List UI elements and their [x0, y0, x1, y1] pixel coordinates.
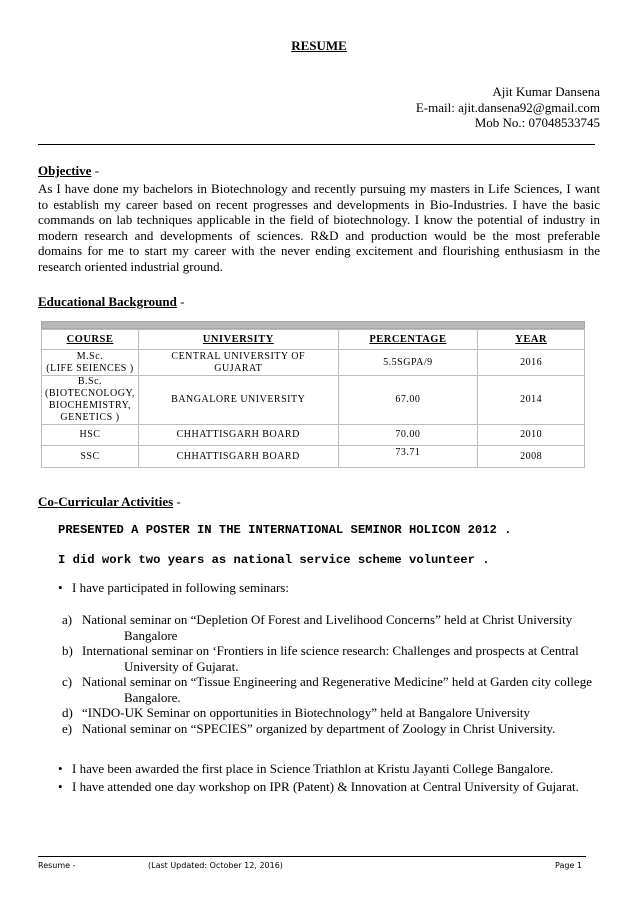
education-heading-dash: -: [176, 294, 185, 309]
table-top-bar: [41, 321, 585, 329]
objective-heading-text: Objective: [38, 163, 92, 178]
activities-heading-text: Co-Curricular Activities: [38, 494, 174, 509]
footer-last-updated: (Last Updated: October 12, 2016): [148, 861, 283, 870]
table-header-row: [42, 330, 585, 350]
percentage-cell: 73.71: [338, 446, 478, 468]
seminar-item: [62, 612, 600, 643]
year-cell: 2010: [478, 425, 585, 446]
course-cell: [42, 350, 139, 376]
activities-heading: [38, 494, 181, 510]
seminar-item: [62, 643, 600, 674]
university-cell: BANGALORE UNIVERSITY: [138, 376, 338, 425]
seminar-item: [62, 674, 600, 705]
university-line: GUJARAT: [214, 362, 263, 374]
year-cell: 2016: [478, 350, 585, 376]
list-item: • I have been awarded the first place in Science Triathlon at Kristu Jayanti College Bangalore.: [58, 760, 579, 778]
university-cell: CHHATTISGARH BOARD: [138, 446, 338, 468]
university-cell: CHHATTISGARH BOARD: [138, 425, 338, 446]
seminar-text: National seminar on “SPECIES” organized by department of Zoology in Christ University.: [82, 720, 556, 736]
table-row: [42, 446, 585, 468]
page-title: RESUME: [291, 38, 347, 53]
table-row: [42, 350, 585, 376]
footer-page-number: Page 1: [555, 861, 582, 870]
seminar-text: “INDO-UK Seminar on opportunities in Biotechnology” held at Bangalore University: [82, 705, 531, 720]
seminar-marker: d): [62, 705, 73, 720]
footer-doc-label: Resume -: [38, 861, 76, 870]
percentage-cell: 5.5SGPA/9: [338, 350, 478, 376]
seminar-text-continued: University of Gujarat.: [124, 658, 239, 674]
university-cell: [138, 350, 338, 376]
seminar-text-continued: Bangalore: [124, 627, 178, 643]
education-heading: [38, 294, 184, 310]
objective-heading-dash: -: [91, 163, 100, 178]
seminar-text: National seminar on “Tissue Engineering and Regenerative Medicine” held at Garden city college: [82, 674, 592, 689]
table-row: [42, 425, 585, 446]
activities-heading-dash: -: [173, 494, 181, 509]
contact-name: Ajit Kumar Dansena: [492, 84, 600, 99]
seminar-text: National seminar on “Depletion Of Forest and Livelihood Concerns” held at Christ University: [82, 612, 573, 627]
course-line: GENETICS ): [60, 412, 120, 423]
education-heading-text: Educational Background: [38, 294, 177, 309]
seminar-marker: c): [62, 674, 73, 689]
education-table: [41, 329, 585, 468]
contact-phone: Mob No.: 07048533745: [474, 115, 600, 130]
university-line: CENTRAL UNIVERSITY OF: [171, 350, 306, 362]
header-divider: [38, 144, 595, 145]
course-line: (LIFE SEIENCES ): [46, 362, 134, 374]
list-item: • I have participated in following seminars:: [58, 579, 289, 597]
seminar-marker: b): [62, 643, 73, 658]
course-cell: HSC: [42, 425, 139, 446]
course-line: (BIOTECNOLOGY,: [45, 388, 135, 399]
poster-highlight: PRESENTED A POSTER IN THE INTERNATIONAL SEMINOR HOLICON 2012 .: [58, 523, 512, 537]
seminar-item: [62, 721, 600, 737]
percentage-cell: 67.00: [338, 376, 478, 425]
course-cell: SSC: [42, 446, 139, 468]
column-header-course: COURSE: [42, 330, 139, 350]
objective-heading: [38, 163, 99, 179]
percentage-cell: 70.00: [338, 425, 478, 446]
seminar-text: International seminar on ‘Frontiers in life science research: Challenges and prospects at Central: [82, 643, 579, 658]
seminar-text-continued: Bangalore.: [124, 689, 181, 705]
year-cell: 2014: [478, 376, 585, 425]
course-line: B.Sc.: [77, 376, 103, 387]
contact-email: E-mail: ajit.dansena92@gmail.com: [415, 99, 600, 115]
nss-highlight: I did work two years as national service scheme volunteer .: [58, 553, 490, 567]
seminar-list: [62, 612, 600, 736]
objective-text: As I have done my bachelors in Biotechnology and recently pursuing my masters in Life Sciences, I want to establish my career based on recent progresses and developments in Bio-Industries. I have the basic commands on lab techniques applicable in the field of biotechnology. I know the potential of industry in modern research and developments of sciences. R&D and production would be the most preferable domains for me to start my career with the never ending excitement and flourishing enthusiasm in the research oriented industrial ground.: [38, 181, 600, 274]
achievements-list: [58, 760, 579, 796]
seminar-intro-list: [58, 579, 289, 597]
footer-divider: [38, 856, 586, 857]
table-row: [42, 376, 585, 425]
contact-block: [416, 84, 600, 131]
course-cell: [42, 376, 139, 425]
course-line: BIOCHEMISTRY,: [48, 400, 132, 411]
seminar-marker: a): [62, 612, 73, 627]
list-item: • I have attended one day workshop on IPR (Patent) & Innovation at Central University of Gujarat.: [58, 778, 579, 796]
course-line: M.Sc.: [76, 350, 104, 362]
column-header-percentage: PERCENTAGE: [338, 330, 478, 350]
education-table-container: [41, 321, 585, 468]
year-cell: 2008: [478, 446, 585, 468]
seminar-marker: e): [62, 720, 73, 736]
seminar-item: [62, 705, 600, 721]
column-header-year: YEAR: [478, 330, 585, 350]
column-header-university: UNIVERSITY: [138, 330, 338, 350]
